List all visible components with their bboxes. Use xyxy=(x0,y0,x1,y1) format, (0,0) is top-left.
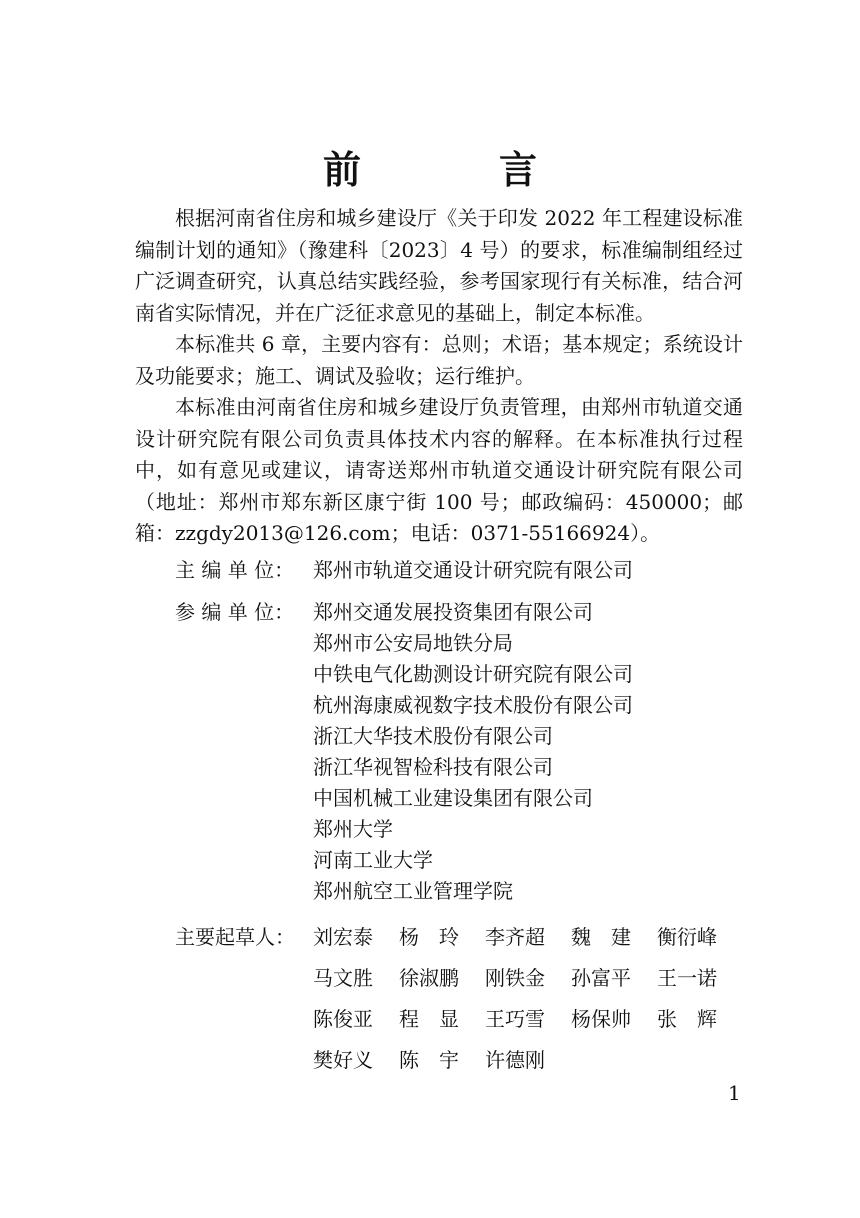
drafter-name: 杨保帅 xyxy=(571,1007,631,1031)
participating-units-label: 参 编 单 位： xyxy=(175,600,295,624)
participating-unit: 郑州大学 xyxy=(313,817,393,841)
drafter-name: 孙富平 xyxy=(571,966,631,990)
page-number: 1 xyxy=(728,1081,741,1105)
participating-unit: 河南工业大学 xyxy=(313,848,433,872)
participating-unit: 浙江华视智检科技有限公司 xyxy=(313,755,553,779)
drafter-name: 李齐超 xyxy=(485,925,545,949)
drafter-name: 许德刚 xyxy=(485,1048,545,1072)
drafter-row xyxy=(313,922,743,963)
participating-unit: 郑州航空工业管理学院 xyxy=(313,879,513,903)
participating-units-section xyxy=(175,597,735,907)
drafter-row xyxy=(313,963,743,1004)
page-title: 前 言 xyxy=(322,147,587,192)
drafter-name: 杨 玲 xyxy=(399,925,459,949)
drafter-name: 樊好义 xyxy=(313,1048,373,1072)
participating-unit: 郑州市公安局地铁分局 xyxy=(313,631,513,655)
drafter-name: 张 辉 xyxy=(657,1007,717,1031)
paragraph-contents: 本标准共 6 章，主要内容有：总则；术语；基本规定；系统设计及功能要求；施工、调试及验收；运行维护。 xyxy=(135,332,743,388)
chief-editor-name: 郑州市轨道交通设计研究院有限公司 xyxy=(313,558,633,582)
participating-unit: 杭州海康威视数字技术股份有限公司 xyxy=(313,693,633,717)
participating-unit: 中铁电气化勘测设计研究院有限公司 xyxy=(313,662,633,686)
chief-editor-section xyxy=(175,555,735,586)
paragraph-basis: 根据河南省住房和城乡建设厅《关于印发 2022 年工程建设标准编制计划的通知》（豫建科〔2023〕4 号）的要求，标准编制组经过广泛调查研究，认真总结实践经验，参考国家现行有关标准，结合河南省实际情况，并在广泛征求意见的基础上，制定本标准。 xyxy=(135,206,743,325)
drafters-label: 主要起草人： xyxy=(175,925,295,949)
drafter-name: 刘宏泰 xyxy=(313,925,373,949)
paragraph-management: 本标准由河南省住房和城乡建设厅负责管理，由郑州市轨道交通设计研究院有限公司负责具体技术内容的解释。在本标准执行过程中，如有意见或建议，请寄送郑州市轨道交通设计研究院有限公司（地址：郑州市郑东新区康宁街 100 号；邮政编码：450000；邮箱：zzgdy2013@126.com；电话：0371-55166924）。 xyxy=(135,395,743,545)
drafter-name: 王巧雪 xyxy=(485,1007,545,1031)
drafter-row xyxy=(313,1004,743,1045)
drafter-name: 魏 建 xyxy=(571,925,631,949)
participating-unit: 中国机械工业建设集团有限公司 xyxy=(313,786,593,810)
drafter-name: 衡衍峰 xyxy=(657,925,717,949)
drafter-name: 刚铁金 xyxy=(485,966,545,990)
chief-editor-label: 主 编 单 位： xyxy=(175,558,295,582)
drafter-name: 陈 宇 xyxy=(399,1048,459,1072)
preface-body xyxy=(135,203,743,550)
participating-unit: 浙江大华技术股份有限公司 xyxy=(313,724,553,748)
drafter-name: 王一诺 xyxy=(657,966,717,990)
drafters-grid xyxy=(313,922,743,1086)
drafter-name: 程 显 xyxy=(399,1007,459,1031)
drafter-row xyxy=(313,1045,743,1086)
participating-unit: 郑州交通发展投资集团有限公司 xyxy=(313,600,593,624)
participating-units-list xyxy=(313,597,735,907)
drafter-name: 陈俊亚 xyxy=(313,1007,373,1031)
drafter-name: 徐淑鹏 xyxy=(399,966,459,990)
drafter-name: 马文胜 xyxy=(313,966,373,990)
